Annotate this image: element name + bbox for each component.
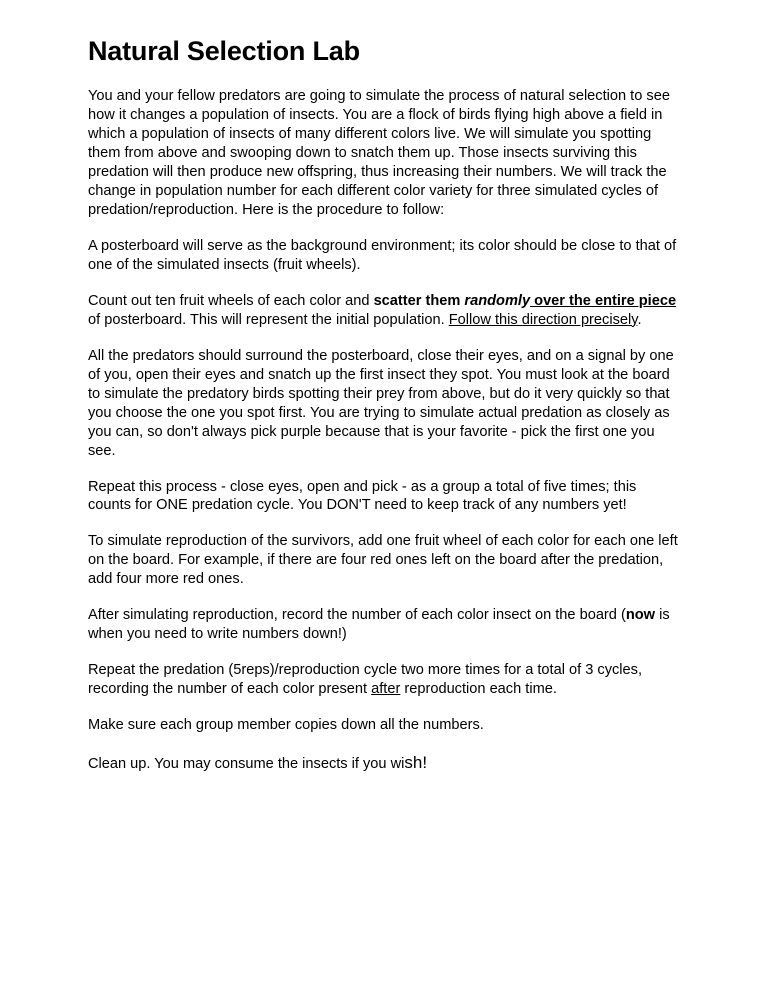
text-run: Clean up. You may consume the insects if you wi (88, 756, 405, 773)
text-run: You and your fellow predators are going to simulate the process of natural selection to see how it changes a population of insects. You are a flock of birds flying high above a field in which a population of insects of many different colors live. We will simulate you spotting them from above and swooping down to snatch them up. Those insects surviving this predation will then produce new offspring, thus increasing their numbers. We will track the change in population number for each different color variety for three simulated cycles of predation/reproduction. Here is the procedure to follow: (88, 88, 670, 218)
paragraph-intro (88, 87, 678, 220)
text-run: Repeat the predation (5reps)/reproduction cycle two more times for a total of 3 cycles, recording the number of each color present (88, 662, 643, 698)
paragraph-count-out (88, 292, 678, 330)
text-run: After simulating reproduction, record the number of each color insect on the board ( (88, 607, 626, 624)
text-run: randomly (464, 292, 531, 309)
text-run: is when you need to write numbers down!) (88, 607, 670, 643)
paragraph-copy-numbers (88, 716, 678, 735)
text-run: Make sure each group member copies down all the numbers. (88, 717, 484, 734)
paragraph-predators-surround (88, 347, 678, 461)
text-run: now (625, 607, 656, 624)
text-run: All the predators should surround the posterboard, close their eyes, and on a signal by one of you, open their eyes and snatch up the first insect they spot. You must look at the board to simulate the predatory birds spotting their prey from above, but do it very quickly so that you choose the one you spot first. You are trying to simulate actual predation as closely as you can, so don't always pick purple because that is your favorite - pick the first one you see. (88, 347, 674, 459)
text-run: of posterboard. This will represent the initial population. (88, 311, 449, 328)
text-run: over the entire piece (530, 292, 677, 309)
paragraph-record (88, 606, 678, 644)
text-run: scatter them (373, 292, 465, 309)
page-title: Natural Selection Lab (88, 36, 360, 66)
document-body (88, 87, 680, 774)
text-run: Count out ten fruit wheels of each color and (88, 292, 374, 309)
text-run: reproduction each time. (400, 681, 557, 698)
paragraph-repeat-process (88, 478, 678, 516)
text-run: after (371, 681, 401, 698)
text-run: . (637, 311, 642, 328)
paragraph-posterboard (88, 237, 678, 275)
text-run: To simulate reproduction of the survivors, add one fruit wheel of each color for each one left on the board. For example, if there are four red ones left on the board after the predation, add four more red ones. (88, 533, 678, 588)
paragraph-reproduction (88, 532, 678, 589)
text-run: A posterboard will serve as the background environment; its color should be close to that of one of the simulated insects (fruit wheels). (88, 237, 677, 273)
text-run: Follow this direction precisely (448, 311, 638, 328)
text-run: sh! (404, 753, 428, 773)
paragraph-clean-up (88, 752, 678, 774)
paragraph-repeat-cycles (88, 661, 678, 699)
text-run: Repeat this process - close eyes, open and pick - as a group a total of five times; this counts for ONE predation cycle. You DON'T need to keep track of any numbers yet! (88, 478, 637, 514)
